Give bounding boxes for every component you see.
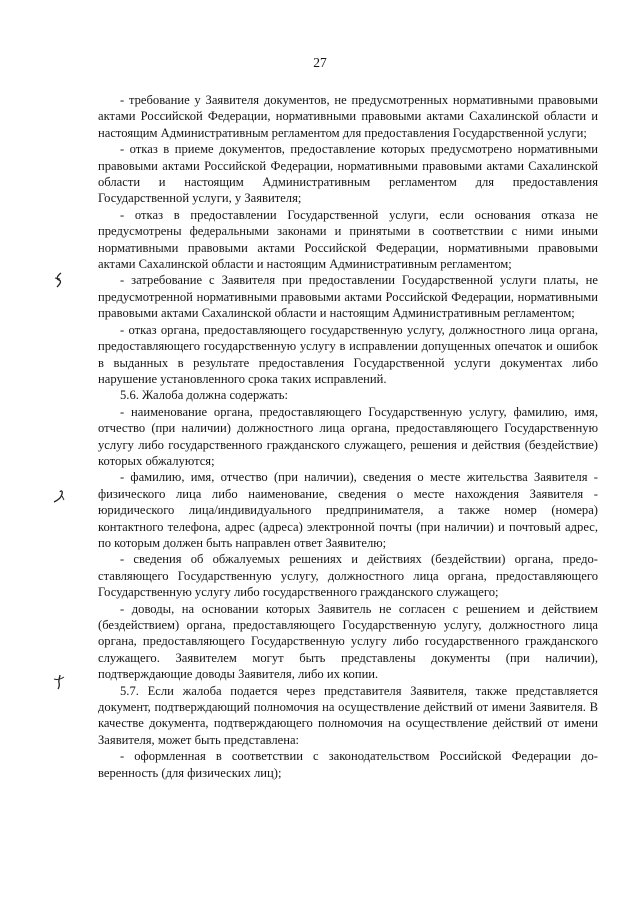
paragraph-3: - отказ в предоставлении Государственной услуги, если основания отказа не предусмотрены федеральными законами и принятыми в соответствии с ними иными нормативными правовыми актами Российской Федерации, нормативными правовыми актами Сахалинской области и настоящим Административным регламентом; — [98, 207, 598, 272]
paragraph-12: - оформленная в соответствии с законодательством Российской Федерации доверенность (для физических лиц); — [98, 749, 598, 780]
margin-scan-mark-icon — [52, 272, 66, 288]
section-5-7-paragraph: 5.7. Если жалоба подается через представителя Заявителя, также представляется документ, подтверждающий полномочия на осуществление действий от имени Заявителя. В качестве документа, подтверждающего полномочия на осуществление действий от имени Заявителя, может быть представлена: — [98, 683, 598, 747]
paragraph-7: - наименование органа, предоставляющего Государственную услугу, фамилию, имя, отчество (при наличии) должностного лица органа, предоставляющего Государственную услугу либо государственного гражданского служащего, решения и действия (бездействие) которых обжалуются; — [98, 404, 598, 468]
paragraph-2: - отказ в приеме документов, предоставление которых предусмотрено нормативными правовыми актами Российской Федерации, нормативными правовыми актами Сахалинской области и настоящим Административным регламентом для предоставления Государственной услуги, у Заявителя; — [98, 142, 598, 206]
paragraph-1: - требование у Заявителя документов, не предусмотренных нормативными правовыми актами Российской Федерации, нормативными правовыми актами Сахалинской области и настоящим Административным регламентом для предоставления Государственной услуги; — [98, 93, 598, 140]
document-body — [98, 92, 598, 781]
paragraph-5: - отказ органа, предоставляющего государственную услугу, должностного лица органа, предоставляющего государственную услугу в исправлении допущенных опечаток и ошибок в выданных в результате предоставления Государственной услуги документах либо нарушение установленного срока таких исправлений. — [98, 322, 598, 386]
paragraph-8: - фамилию, имя, отчество (при наличии), сведения о месте жительства Заявителя - физического лица либо наименование, сведения о месте нахождения Заявителя - юридического лица/индивидуального предпринимателя, а также номер (номера) контактного телефона, адрес (адреса) электронной почты (при наличии) и почтовый адрес, по которым должен быть направлен ответ Заявителю; — [98, 470, 598, 550]
margin-scan-mark-icon — [52, 488, 66, 504]
page-number: 27 — [313, 55, 327, 70]
paragraph-10: - доводы, на основании которых Заявитель не согласен с решением и действием (бездействием) органа, предоставляющего Государственную услугу, должностного лица органа, предоставляющего Государственную услугу либо государственного гражданского служащего. Заявителем могут быть представлены документы (при наличии), подтверждающие доводы Заявителя, либо их копии. — [98, 601, 598, 682]
margin-scan-mark-icon — [52, 674, 66, 690]
paragraph-9: - сведения об обжалуемых решениях и действиях (бездействии) органа, предоставляющего Государственную услугу, должностного лица органа, предоставляющего Государственную услугу либо государственного гражданского служащего; — [98, 552, 598, 600]
paragraph-4: - затребование с Заявителя при предоставлении Государственной услуги платы, не предусмотренной нормативными правовыми актами Российской Федерации, нормативными правовыми актами Сахалинской области и настоящим Административным регламентом; — [98, 273, 598, 321]
section-5-6-heading: 5.6. Жалоба должна содержать: — [120, 388, 288, 403]
